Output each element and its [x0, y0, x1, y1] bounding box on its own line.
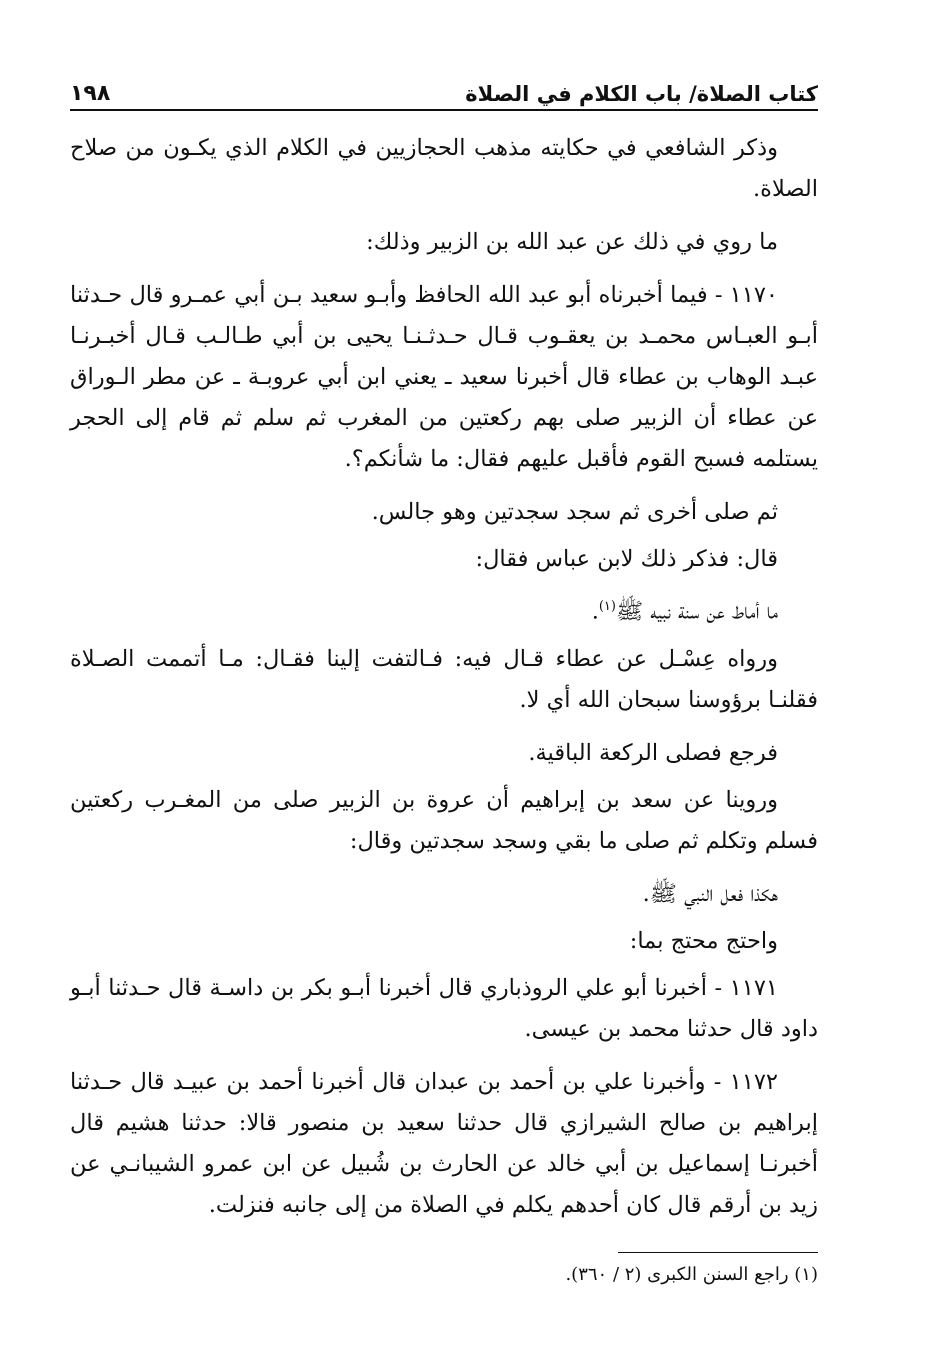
footnote-divider [618, 1252, 818, 1253]
hadith-1172: ١١٧٢ - وأخبرنا علي بن أحمد بن عبدان قال أخبرنا أحمد بن عبيـد قال حـدثنا إبراهيم بن صالح الشيرازي قال حدثنا سعيد بن منصور قالا: حدثنا هشيم قال أخبرنـا إسماعيل بن أبي خالد عن الحارث بن شُبيل عن ابن عمرو الشيبانـي عن زيد بن أرقم قال كان أحدهم يكلم في الصلاة من إلى جانبه فنزلت. [70, 1068, 818, 1218]
paragraph: فرجع فصلى الركعة الباقية. [528, 739, 778, 766]
paragraph: وروينا عن سعد بن إبراهيم أن عروة بن الزبير صلى من المغـرب ركعتين فسلم وتكلم ثم صلى ما بقي وسجد سجدتين وقال: [70, 786, 818, 854]
header-divider [70, 109, 818, 111]
paragraph: ما روي في ذلك عن عبد الله بن الزبير وذلك: [366, 229, 778, 255]
running-header [70, 66, 818, 106]
main-text [70, 128, 818, 1238]
paragraph: واحتج محتج بما: [629, 927, 778, 954]
hadith-1171: ١١٧١ - أخبرنا أبو علي الروذباري قال أخبرنا أبـو بكر بن داسـة قال حـدثنا أبـو داود قال حدثنا محمد بن عيسى. [70, 974, 818, 1042]
page-number: ١٩٨ [70, 81, 111, 106]
sentence-end: . [591, 598, 599, 625]
quote-text: ما أماط عن سنة نبيه ﷺ [615, 598, 778, 625]
paragraph: ورواه عِسْـل عن عطاء قـال فيه: فـالتفت إلينا فقـال: مـا أتممت الصـلاة فقلنـا برؤوسنا سبحان الله أي لا. [70, 645, 818, 713]
hadith-1170: ١١٧٠ - فيما أخبرناه أبو عبد الله الحافظ وأبـو سعيد بـن أبي عمـرو قال حـدثنا أبـو العبـاس محمـد بن يعقـوب قـال حـدثـنـا يحيى بن أبي طـالـب قـال أخبـرنـا عبـد الوهاب بن عطاء قال أخبرنا سعيد ـ يعني ابن أبي عروبـة ـ عن مطر الـوراق عن عطاء أن الزبير صلى بهم ركعتين من المغرب ثم سلم ثم قام إلى الحجر يستلمه فسبح القوم فأقبل عليهم فقال: ما شأنكم؟. [70, 282, 818, 472]
header-title: كتاب الصلاة/ باب الكلام في الصلاة [465, 82, 818, 106]
footnote: (١) راجع السنن الكبرى (٢ / ٣٦٠). [565, 1264, 818, 1285]
paragraph: ثم صلى أخرى ثم سجد سجدتين وهو جالس. [371, 499, 778, 525]
paragraph: قال: فذكر ذلك لابن عباس فقال: [475, 546, 778, 572]
paragraph: وذكر الشافعي في حكايته مذهب الحجازيين في الكلام الذي يكـون من صلاح الصلاة. [70, 135, 818, 202]
paragraph: هكذا فعل النبي ﷺ. [642, 880, 778, 907]
footnote-marker: (١) [598, 599, 616, 614]
paragraph [70, 586, 818, 633]
